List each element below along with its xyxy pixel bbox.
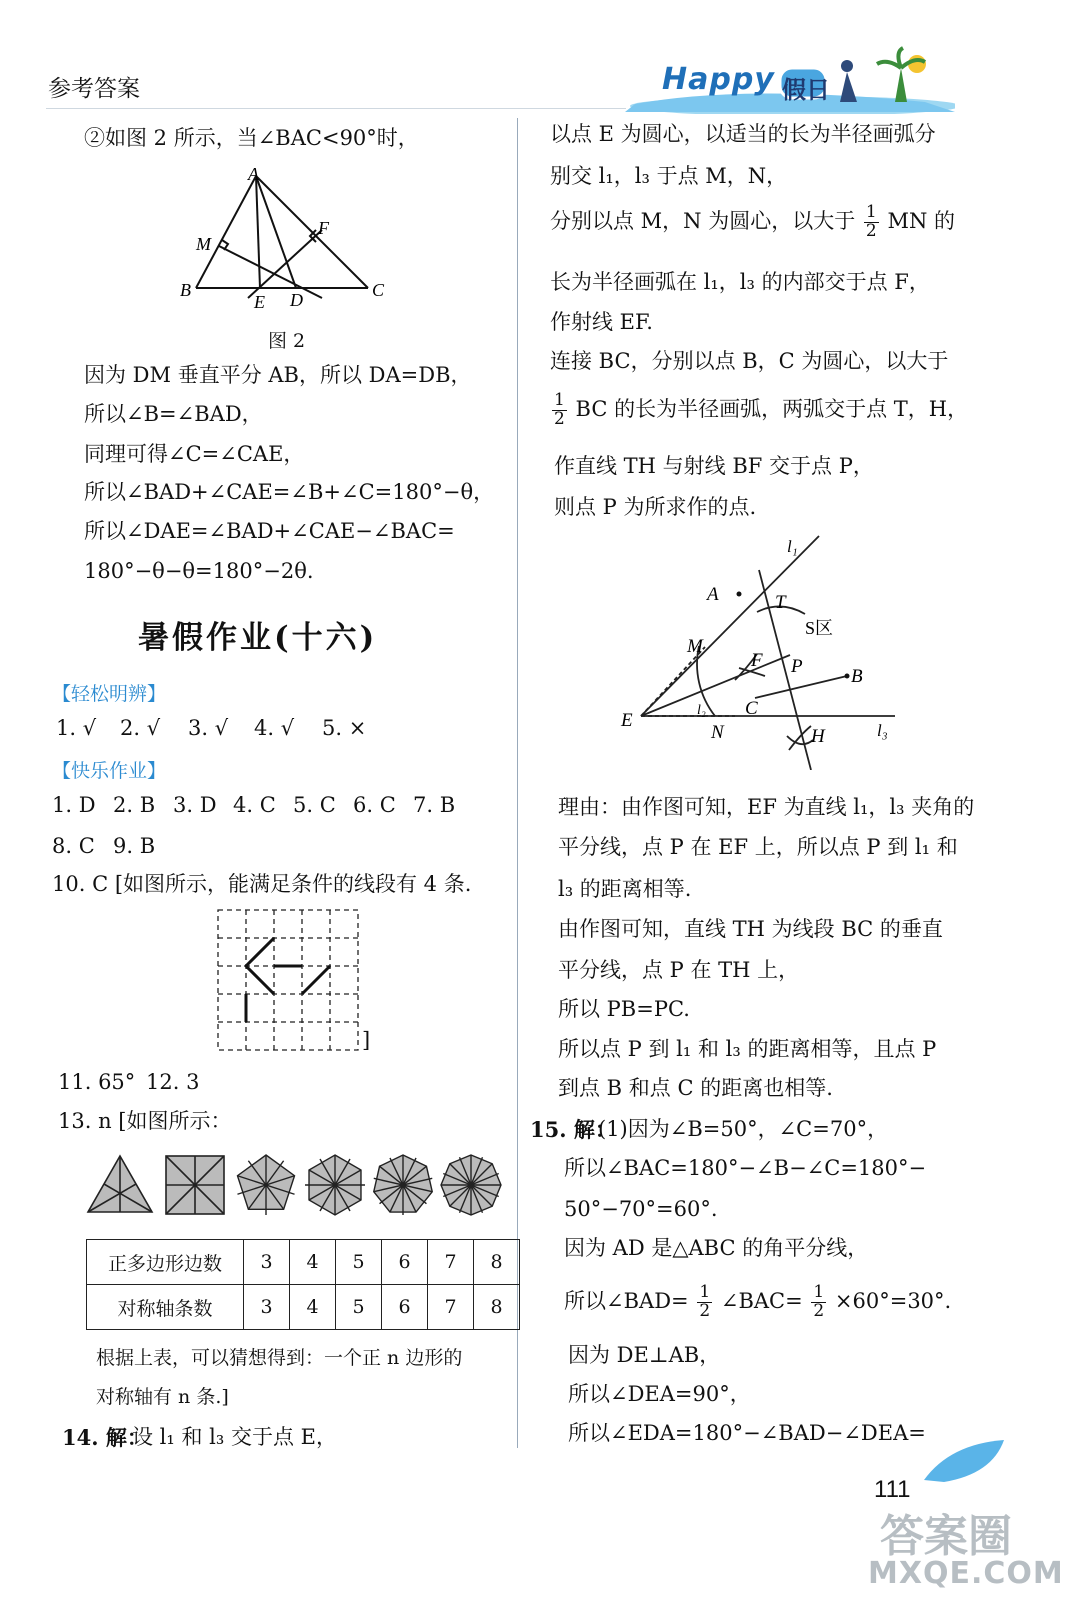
- fig2-label-B: B: [180, 280, 191, 300]
- table-cell: 7: [428, 1285, 474, 1330]
- reason-line-8: 到点 B 和点 C 的距离也相等.: [558, 1076, 833, 1100]
- watermark: 答案圈: [880, 1511, 1012, 1562]
- table-header-axes: 对称轴条数: [87, 1285, 244, 1330]
- header-rule: [46, 108, 626, 109]
- fig-label-A: A: [707, 584, 719, 605]
- r-line-5: 作射线 EF.: [550, 310, 653, 334]
- table-header-sides: 正多边形边数: [87, 1240, 244, 1285]
- heading-easy-judge: 【轻松明辨】: [52, 683, 167, 705]
- q10-grid-figure: [216, 908, 366, 1053]
- fig-label-l3: l₃: [877, 721, 888, 740]
- table-row: [87, 1285, 520, 1330]
- q14-prefix: 14. 解：: [62, 1425, 148, 1450]
- fig2-caption: 图 2: [268, 330, 306, 352]
- mc-answer-4: 4. C: [233, 793, 276, 817]
- table-row: [87, 1240, 520, 1285]
- half-fraction: $\frac{1}{2}$: [865, 202, 877, 241]
- reason-line-5: 平分线，点 P 在 TH 上，: [558, 958, 800, 982]
- r-line-3b: MN 的: [887, 208, 955, 233]
- table-cell: 6: [382, 1240, 428, 1285]
- q11-answer: 11. 65°: [58, 1070, 136, 1094]
- r-line-4: 长为半径画弧在 l₁，l₃ 的内部交于点 F，: [550, 270, 930, 294]
- q12-answer: 12. 3: [146, 1070, 200, 1094]
- proof-line-5: 所以∠DAE=∠BAD+∠CAE−∠BAC=: [84, 519, 455, 543]
- q15-line-3: 50°−70°=60°.: [564, 1197, 718, 1221]
- fig-label-M: M: [687, 636, 703, 657]
- mc-answer-7: 7. B: [413, 793, 456, 817]
- table-cell: 8: [474, 1240, 520, 1285]
- r-line-7: [550, 392, 968, 429]
- r-line-9: 则点 P 为所求作的点.: [554, 495, 757, 519]
- reason-line-6: 所以 PB=PC.: [558, 997, 690, 1021]
- fig-label-l2: l₂: [697, 703, 706, 718]
- fig-label-H: H: [811, 726, 825, 747]
- table-cell: 3: [244, 1285, 290, 1330]
- mc-answer-5: 5. C: [293, 793, 336, 817]
- q15-line-8: 所以∠EDA=180°−∠BAD−∠DEA=: [568, 1421, 926, 1445]
- table-cell: 7: [428, 1240, 474, 1285]
- fig2-label-A: A: [248, 168, 259, 184]
- q10-answer: 10. C [如图所示，能满足条件的线段有 4 条.: [52, 872, 472, 896]
- proof-line-4: 所以∠BAD+∠CAE=∠B+∠C=180°−θ，: [84, 480, 495, 504]
- symmetry-table: [86, 1239, 520, 1330]
- proof-line-1: 因为 DM 垂直平分 AB，所以 DA=DB，: [84, 363, 472, 387]
- q13-conclusion-1: 根据上表，可以猜想得到：一个正 n 边形的: [96, 1347, 463, 1369]
- watermark-url: MXQE.COM: [868, 1556, 1064, 1591]
- table-cell: 5: [336, 1240, 382, 1285]
- regular-polygons-figure: [86, 1150, 516, 1222]
- tf-answer-1: 1. √: [56, 716, 97, 740]
- q15-line-4: 因为 AD 是△ABC 的角平分线，: [564, 1236, 869, 1260]
- fig-label-S: S区: [805, 618, 834, 638]
- fig-label-B: B: [851, 666, 863, 687]
- section-title: 暑假作业(十六): [138, 620, 378, 656]
- r-line-2: 别交 l₁，l₃ 于点 M，N，: [550, 164, 788, 188]
- reason-line-4: 由作图可知，直线 TH 为线段 BC 的垂直: [558, 917, 943, 941]
- brand-holiday: 假日: [782, 76, 830, 104]
- tf-answer-5: 5. ×: [322, 716, 367, 740]
- page-number: 111: [874, 1476, 911, 1503]
- tf-answer-3: 3. √: [188, 716, 229, 740]
- figure-2-triangle: [176, 168, 416, 328]
- table-cell: 3: [244, 1240, 290, 1285]
- reason-line-2: 平分线，点 P 在 EF 上，所以点 P 到 l₁ 和: [558, 835, 958, 859]
- half-fraction: $\frac{1}{2}$: [699, 1282, 711, 1321]
- q15-prefix: 15. 解：: [530, 1117, 616, 1142]
- q15-line-5: 所以∠BAD= $\frac{1}{2}$ ∠BAC= $\frac{1}{2}$ ×60°=30°.: [564, 1282, 952, 1321]
- heading-happy-homework: 【快乐作业】: [52, 760, 167, 782]
- tf-answer-2: 2. √: [120, 716, 161, 740]
- r-line-6: 连接 BC，分别以点 B，C 为圆心，以大于: [550, 349, 949, 373]
- mc-answer-6: 6. C: [353, 793, 396, 817]
- reason-line-7: 所以点 P 到 l₁ 和 l₃ 的距离相等，且点 P: [558, 1037, 937, 1061]
- r-line-3: [550, 204, 955, 241]
- reason-line-1: 理由：由作图可知，EF 为直线 l₁，l₃ 夹角的: [558, 795, 975, 819]
- fig-label-N: N: [711, 722, 724, 743]
- r-line-1: 以点 E 为圆心，以适当的长为半径画弧分: [550, 122, 936, 146]
- r-line-8: 作直线 TH 与射线 BF 交于点 P，: [554, 454, 874, 478]
- fig-label-T: T: [775, 592, 786, 613]
- q14-text: 设 l₁ 和 l₃ 交于点 E，: [132, 1425, 337, 1449]
- half-fraction: $\frac{1}{2}$: [813, 1282, 825, 1321]
- fig2-label-F: F: [318, 218, 329, 238]
- q15-line-1: (1)因为∠B=50°，∠C=70°，: [598, 1117, 889, 1141]
- table-cell: 4: [290, 1285, 336, 1330]
- mc-answer-9: 9. B: [113, 834, 156, 858]
- case2-intro: ②如图 2 所示，当∠BAC<90°时，: [84, 126, 419, 150]
- fig-label-E: E: [621, 710, 633, 731]
- table-cell: 6: [382, 1285, 428, 1330]
- footer-leaf-decoration: [920, 1436, 1010, 1486]
- q10-bracket-close: ]: [362, 1028, 371, 1052]
- table-cell: 8: [474, 1285, 520, 1330]
- fig-label-F: F: [751, 650, 763, 671]
- r-line-7b: BC 的长为半径画弧，两弧交于点 T，H，: [575, 396, 969, 421]
- r-line-3a: 分别以点 M，N 为圆心，以大于: [550, 208, 856, 233]
- q15-line-6: 因为 DE⊥AB，: [568, 1343, 721, 1367]
- mc-answer-3: 3. D: [173, 793, 217, 817]
- table-cell: 5: [336, 1285, 382, 1330]
- fig2-label-D: D: [290, 290, 303, 310]
- proof-line-3: 同理可得∠C=∠CAE，: [84, 442, 305, 466]
- brand-happy: Happy: [662, 62, 775, 97]
- mc-answer-1: 1. D: [52, 793, 96, 817]
- mc-answer-2: 2. B: [113, 793, 156, 817]
- reason-line-3: l₃ 的距离相等.: [558, 877, 692, 901]
- q13-conclusion-2: 对称轴有 n 条.]: [96, 1386, 229, 1408]
- fig2-label-M: M: [196, 234, 211, 254]
- fig-label-P: P: [791, 656, 803, 677]
- fig-label-l1: l₁: [787, 537, 798, 556]
- q15-line-7: 所以∠DEA=90°，: [568, 1382, 751, 1406]
- fig-label-C: C: [745, 698, 758, 719]
- fig2-label-C: C: [372, 280, 385, 300]
- table-cell: 4: [290, 1240, 336, 1285]
- q13-answer: 13. n [如图所示：: [58, 1109, 232, 1133]
- mc-answer-8: 8. C: [52, 834, 95, 858]
- proof-line-2: 所以∠B=∠BAD，: [84, 402, 263, 426]
- half-fraction: $\frac{1}{2}$: [554, 390, 565, 429]
- section-label: 参考答案: [48, 76, 140, 102]
- construction-figure: [615, 530, 915, 770]
- fig2-label-E: E: [254, 292, 265, 312]
- proof-line-6: 180°−θ−θ=180°−2θ.: [84, 559, 314, 583]
- tf-answer-4: 4. √: [254, 716, 295, 740]
- q15-line-2: 所以∠BAC=180°−∠B−∠C=180°−: [564, 1156, 927, 1180]
